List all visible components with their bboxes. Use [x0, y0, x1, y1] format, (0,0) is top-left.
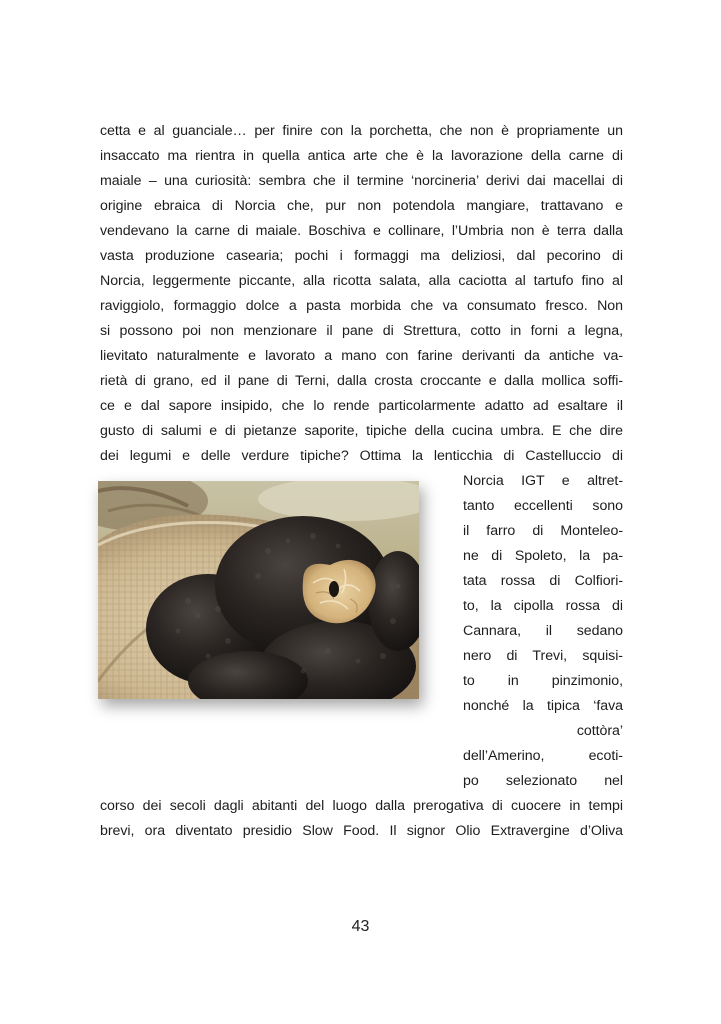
- truffle-photo: [98, 481, 419, 699]
- body-line: vendevano la carne di maiale. Boschiva e collinare, l’Umbria non è terra dalla: [100, 223, 623, 239]
- side-line: to, la cipolla rossa di: [463, 598, 623, 614]
- side-line: tanto eccellenti sono: [463, 498, 623, 514]
- body-line: si possono poi non menzionare il pane di Strettura, cotto in forni a legna,: [100, 323, 623, 339]
- body-line: Norcia, leggermente piccante, alla ricotta salata, alla caciotta al tartufo fino al: [100, 273, 623, 289]
- side-line: cottòra’: [576, 723, 623, 739]
- side-line: nero di Trevi, squisi-: [463, 648, 623, 664]
- body-line: lievitato naturalmente e lavorato a mano con farine derivanti da antiche va-: [100, 348, 623, 364]
- body-line: cetta e al guanciale… per finire con la porchetta, che non è propriamente un: [100, 123, 623, 139]
- side-line: nonché la tipica ‘fava: [463, 698, 623, 714]
- side-line: ne di Spoleto, la pa-: [463, 548, 623, 564]
- body-line: gusto di salumi e di pietanze saporite, tipiche della cucina umbra. E che dire: [100, 423, 623, 439]
- body-line: origine ebraica di Norcia che, pur non potendola mangiare, trattavano e: [100, 198, 623, 214]
- side-line: tata rossa di Colfiori-: [463, 573, 623, 589]
- body-line: maiale – una curiosità: sembra che il termine ‘norcineria’ derivi dai macellai di: [100, 173, 623, 189]
- body-line: corso dei secoli dagli abitanti del luogo dalla prerogativa di cuocere in tempi: [100, 798, 623, 814]
- body-line: ce e dal sapore insipido, che lo rende particolarmente adatto ad esaltare il: [100, 398, 623, 414]
- body-line: vasta produzione casearia; pochi i formaggi ma deliziosi, dal pecorino di: [100, 248, 623, 264]
- body-line: rietà di grano, ed il pane di Terni, dalla crosta croccante e dalla mollica soffi-: [100, 373, 623, 389]
- side-line: po selezionato nel: [463, 773, 623, 789]
- body-line: insaccato ma rientra in quella antica arte che è la lavorazione della carne di: [100, 148, 623, 164]
- side-line: il farro di Monteleo-: [463, 523, 623, 539]
- side-line: Norcia IGT e altret-: [463, 473, 623, 489]
- body-line: raviggiolo, formaggio dolce a pasta morbida che va consumato fresco. Non: [100, 298, 623, 314]
- side-line: Cannara, il sedano: [463, 623, 623, 639]
- body-line: dei legumi e delle verdure tipiche? Ottima la lenticchia di Castelluccio di: [100, 448, 623, 464]
- page-number: 43: [351, 918, 370, 935]
- side-line: to in pinzimonio,: [463, 673, 623, 689]
- side-line: dell’Amerino, ecoti-: [463, 748, 623, 764]
- body-line: brevi, ora diventato presidio Slow Food. Il signor Olio Extravergine d’Oliva: [100, 823, 623, 839]
